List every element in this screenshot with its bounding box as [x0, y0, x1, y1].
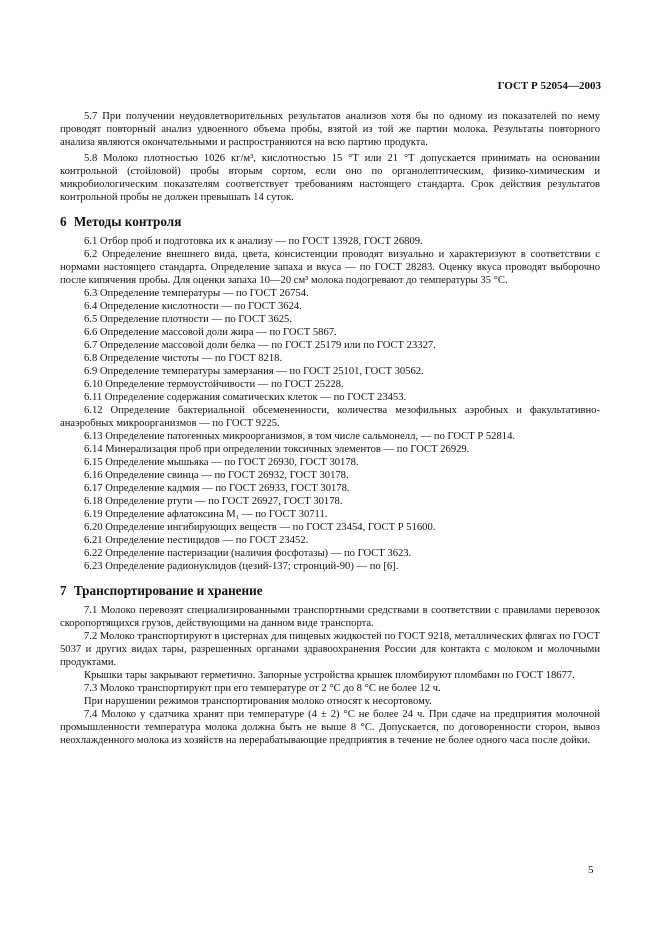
paragraph-7-2-cont: Крышки тары закрывают герметично. Запорные устройства крышек пломбируют пломбами по ГОСТ 18677. [84, 670, 575, 681]
paragraph-6-7: 6.7 Определение массовой доли белка — по ГОСТ 25179 или по ГОСТ 23327. [84, 340, 436, 351]
paragraph-6-20: 6.20 Определение ингибирующих веществ — по ГОСТ 23454, ГОСТ Р 51600. [84, 522, 436, 533]
paragraph-7-2: 7.2 Молоко транспортируют в цистернах для пищевых жидкостей по ГОСТ 9218, металлических флягах по ГОСТ 5037 и других видах тары, разрешенных органами здравоохранения России для контакта с молоком и молочными продуктами. [60, 631, 600, 668]
section-6-heading [60, 214, 600, 229]
paragraph-7-1: 7.1 Молоко перевозят специализированными транспортными средствами в соответствии с правилами перевозок скоропортящихся грузов, действующими на данном виде транспорта. [60, 605, 600, 629]
section-title: Транспортирование и хранение [73, 583, 263, 598]
section-number: 7 [60, 583, 67, 598]
section-number: 6 [60, 214, 67, 229]
paragraph-5-8: 5.8 Молоко плотностью 1026 кг/м³, кислотностью 15 °Т или 21 °Т допускается принимать на основании контрольной (стойловой) пробы вторым сортом, если оно по органолептическим, физико-химическим и микробиологическим показателям соответствует требованиям настоящего стандарта. Срок действия результатов контрольной пробы не должен превышать 14 суток. [60, 153, 600, 203]
paragraph-7-3-cont: При нарушении режимов транспортирования молоко относят к несортовому. [84, 696, 432, 707]
section-7-heading [60, 583, 600, 598]
paragraph-6-10: 6.10 Определение термоустойчивости — по ГОСТ 25228. [84, 379, 344, 390]
page-content [60, 110, 600, 747]
paragraph-6-23: 6.23 Определение радионуклидов (цезий-137; стронций-90) — по [6]. [84, 561, 399, 572]
paragraph-6-13: 6.13 Определение патогенных микроорганизмов, в том числе сальмонелл, — по ГОСТ Р 52814. [84, 431, 516, 442]
paragraph-6-16: 6.16 Определение свинца — по ГОСТ 26932, ГОСТ 30178. [84, 470, 349, 481]
paragraph-7-4: 7.4 Молоко у сдатчика хранят при температуре (4 ± 2) °С не более 24 ч. При сдаче на предприятия молочной промышленности температура молока должна быть не выше 8 °С. Допускается, по договоренности сторон, вывоз неохлажденного молока из хозяйств на перерабатывающие предприятия в течение не более одного часа после дойки. [60, 709, 600, 746]
paragraph-6-18: 6.18 Определение ртути — по ГОСТ 26927, ГОСТ 30178. [84, 496, 343, 507]
paragraph-6-11: 6.11 Определение содержания соматических клеток — по ГОСТ 23453. [84, 392, 407, 403]
paragraph-6-8: 6.8 Определение чистоты — по ГОСТ 8218. [84, 353, 283, 364]
paragraph-6-9: 6.9 Определение температуры замерзания — по ГОСТ 25101, ГОСТ 30562. [84, 366, 424, 377]
paragraph-6-15: 6.15 Определение мышьяка — по ГОСТ 26930, ГОСТ 30178. [84, 457, 359, 468]
paragraph-6-1: 6.1 Отбор проб и подготовка их к анализу — по ГОСТ 13928, ГОСТ 26809. [84, 236, 423, 247]
paragraph-6-14: 6.14 Минерализация проб при определении токсичных элементов — по ГОСТ 26929. [84, 444, 470, 455]
paragraph-6-21: 6.21 Определение пестицидов — по ГОСТ 23452. [84, 535, 309, 546]
paragraph-6-5: 6.5 Определение плотности — по ГОСТ 3625. [84, 314, 292, 325]
page-number: 5 [588, 864, 594, 876]
paragraph-6-19: 6.19 Определение афлатоксина M₁ — по ГОСТ 30711. [84, 509, 328, 520]
paragraph-7-3: 7.3 Молоко транспортируют при его температуре от 2 °С до 8 °С не более 12 ч. [84, 683, 441, 694]
paragraph-6-3: 6.3 Определение температуры — по ГОСТ 26754. [84, 288, 309, 299]
section-6-body [60, 235, 600, 573]
document-header: ГОСТ Р 52054—2003 [497, 80, 601, 92]
section-title: Методы контроля [73, 214, 182, 229]
paragraph-6-2: 6.2 Определение внешнего вида, цвета, консистенции проводят визуально и характеризуют в соответствии с нормами настоящего стандарта. Определение запаха и вкуса — по ГОСТ 28283. Оценку вкуса проводят выборочно после кипячения пробы. Для оценки запаха 10—20 см³ молока подогревают до температуры 35 °С. [60, 249, 600, 286]
paragraph-5-7: 5.7 При получении неудовлетворительных результатов анализов хотя бы по одному из показателей по нему проводят повторный анализ удвоенного объема пробы, взятой из той же партии молока. Результаты повторного анализа являются окончательными и распространяются на всю партию продукта. [60, 111, 600, 148]
paragraph-6-6: 6.6 Определение массовой доли жира — по ГОСТ 5867. [84, 327, 337, 338]
section-7-body [60, 604, 600, 747]
paragraph-6-12: 6.12 Определение бактериальной обсемененности, количества мезофильных аэробных и факультативно-анаэробных микроорганизмов — по ГОСТ 9225. [60, 405, 600, 429]
paragraph-6-17: 6.17 Определение кадмия — по ГОСТ 26933, ГОСТ 30178. [84, 483, 350, 494]
paragraph-6-22: 6.22 Определение пастеризации (наличия фосфотазы) — по ГОСТ 3623. [84, 548, 412, 559]
paragraph-6-4: 6.4 Определение кислотности — по ГОСТ 3624. [84, 301, 302, 312]
